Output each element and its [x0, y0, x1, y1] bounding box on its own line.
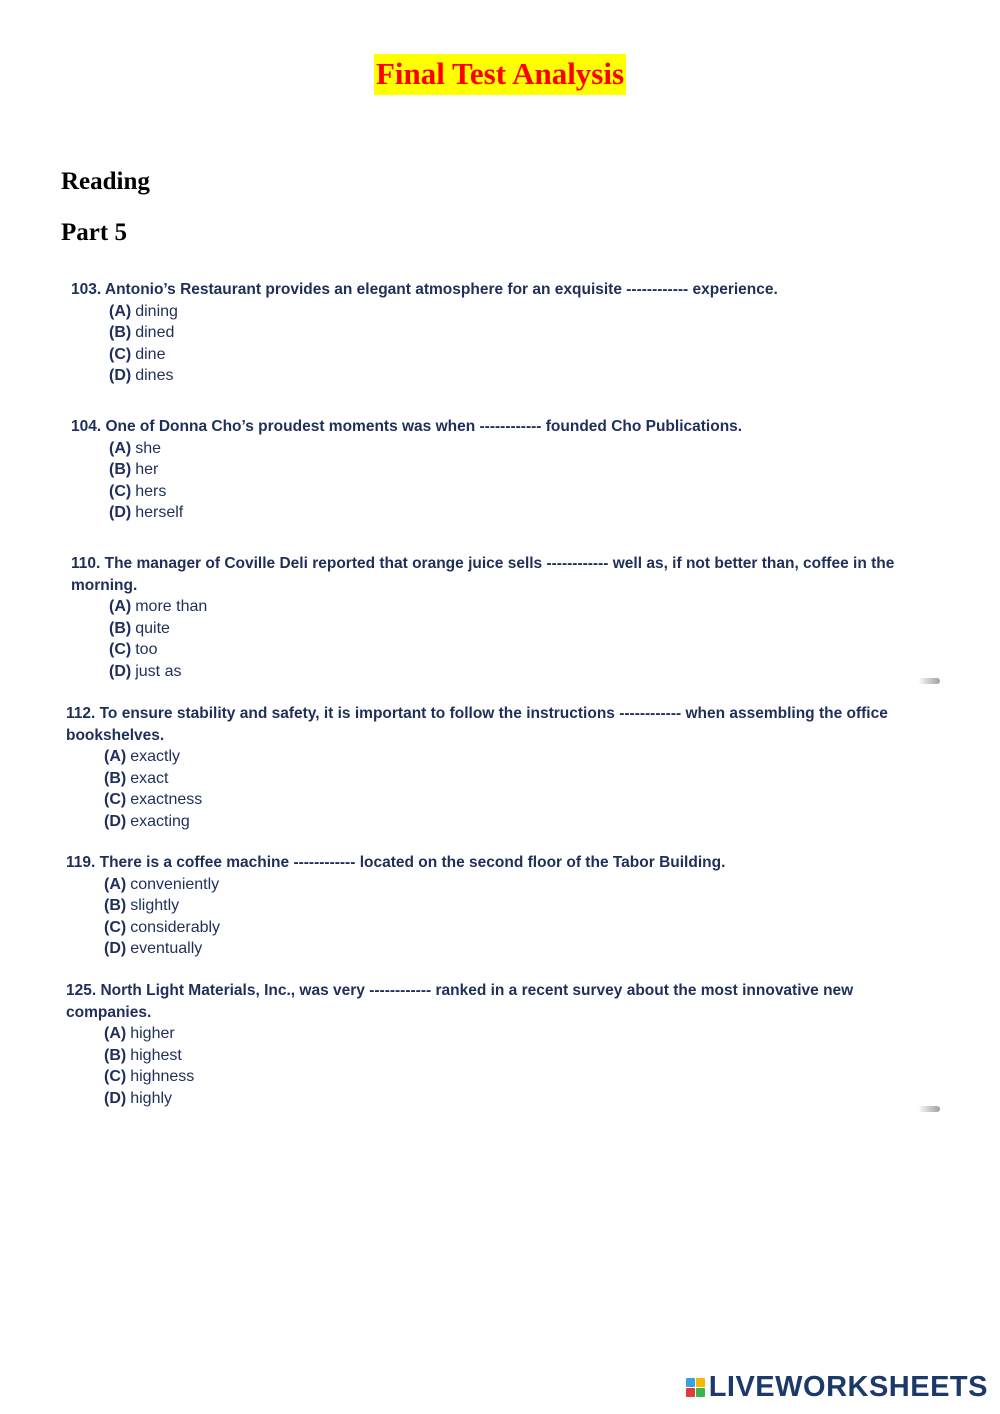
question-119 — [66, 852, 941, 960]
option-letter: (D) — [109, 367, 132, 384]
option-b[interactable] — [104, 895, 941, 917]
option-letter: (D) — [104, 812, 127, 830]
logo-square — [686, 1378, 695, 1387]
options-list — [104, 746, 941, 832]
option-letter: (B) — [104, 769, 127, 787]
option-text: too — [135, 641, 158, 658]
question-stem: 104. One of Donna Cho’s proudest moments was when ------------ founded Cho Publications. — [71, 418, 743, 435]
option-d[interactable] — [104, 938, 941, 960]
option-c[interactable] — [104, 1066, 941, 1088]
option-letter: (A) — [104, 875, 127, 893]
option-text: slightly — [130, 897, 180, 914]
options-list — [109, 596, 941, 682]
page-title — [0, 56, 1000, 92]
liveworksheets-brand[interactable] — [686, 1371, 988, 1404]
option-text: hers — [135, 482, 167, 500]
option-letter: (C) — [104, 918, 127, 936]
option-a[interactable] — [109, 596, 941, 618]
option-letter: (D) — [109, 504, 132, 521]
question-110 — [71, 553, 941, 682]
liveworksheets-logo-icon — [686, 1378, 705, 1397]
option-text: her — [135, 461, 159, 478]
options-list — [104, 1023, 941, 1109]
option-text: quite — [135, 619, 170, 637]
option-a[interactable] — [104, 746, 941, 768]
option-text: dines — [135, 367, 174, 384]
logo-square — [696, 1378, 705, 1387]
option-c[interactable] — [109, 344, 941, 366]
option-d[interactable] — [109, 502, 941, 524]
option-letter: (D) — [104, 1089, 127, 1107]
option-letter: (B) — [109, 619, 132, 637]
option-text: highly — [130, 1089, 173, 1107]
option-text: herself — [135, 504, 184, 521]
option-letter: (C) — [109, 482, 132, 500]
option-letter: (A) — [109, 439, 132, 457]
option-text: she — [135, 439, 162, 457]
logo-square — [696, 1388, 705, 1397]
option-text: highest — [130, 1046, 182, 1064]
question-104 — [71, 416, 941, 524]
option-letter: (C) — [109, 641, 132, 658]
option-text: exactly — [130, 748, 181, 765]
option-letter: (B) — [109, 324, 132, 341]
option-letter: (B) — [104, 1046, 127, 1064]
option-c[interactable] — [109, 639, 941, 661]
logo-square — [686, 1388, 695, 1397]
option-a[interactable] — [104, 1023, 941, 1045]
option-c[interactable] — [104, 789, 941, 811]
option-letter: (B) — [104, 897, 127, 914]
part-heading: Part 5 — [61, 219, 127, 246]
question-stem: 112. To ensure stability and safety, it is important to follow the instructions ------------ when assembling the office bookshelves. — [66, 705, 888, 744]
scan-artifact — [918, 678, 940, 684]
option-b[interactable] — [109, 322, 941, 344]
option-c[interactable] — [109, 481, 941, 503]
option-text: dine — [135, 345, 166, 363]
option-text: exact — [130, 769, 169, 787]
question-stem: 125. North Light Materials, Inc., was very ------------ ranked in a recent survey about the most innovative new companies. — [66, 982, 854, 1021]
option-a[interactable] — [109, 438, 941, 460]
option-letter: (A) — [109, 598, 132, 615]
scan-artifact — [918, 1106, 940, 1112]
option-letter: (A) — [109, 302, 132, 320]
option-a[interactable] — [109, 301, 941, 323]
option-letter: (A) — [104, 748, 127, 765]
option-text: considerably — [130, 918, 221, 936]
option-text: just as — [135, 662, 182, 680]
option-text: higher — [130, 1025, 175, 1042]
option-b[interactable] — [104, 768, 941, 790]
option-d[interactable] — [109, 365, 941, 387]
option-text: exactness — [130, 791, 203, 808]
options-list — [104, 874, 941, 960]
option-d[interactable] — [109, 661, 941, 683]
question-103 — [71, 279, 941, 387]
option-text: dined — [135, 324, 175, 341]
option-text: dining — [135, 302, 178, 320]
question-stem: 119. There is a coffee machine ------------ located on the second floor of the Tabor Building. — [66, 854, 726, 871]
options-list — [109, 438, 941, 524]
option-d[interactable] — [104, 1088, 941, 1110]
option-letter: (D) — [104, 940, 127, 957]
option-d[interactable] — [104, 811, 941, 833]
question-stem: 103. Antonio’s Restaurant provides an elegant atmosphere for an exquisite ------------ experience. — [71, 281, 778, 298]
option-letter: (C) — [104, 1068, 127, 1085]
option-b[interactable] — [109, 618, 941, 640]
question-125 — [66, 980, 941, 1109]
option-b[interactable] — [109, 459, 941, 481]
question-112 — [66, 703, 941, 832]
section-heading-reading: Reading — [61, 168, 150, 195]
option-letter: (C) — [104, 791, 127, 808]
page-title-text: Final Test Analysis — [374, 54, 626, 95]
option-letter: (A) — [104, 1025, 127, 1042]
option-letter: (D) — [109, 662, 132, 680]
brand-name: LIVEWORKSHEETS — [708, 1371, 988, 1403]
option-b[interactable] — [104, 1045, 941, 1067]
option-text: exacting — [130, 812, 190, 830]
option-text: more than — [135, 598, 208, 615]
option-letter: (C) — [109, 345, 132, 363]
option-c[interactable] — [104, 917, 941, 939]
question-stem: 110. The manager of Coville Deli reported that orange juice sells ------------ well as, if not better than, coffee in the morning. — [71, 555, 895, 594]
options-list — [109, 301, 941, 387]
option-letter: (B) — [109, 461, 132, 478]
option-a[interactable] — [104, 874, 941, 896]
option-text: eventually — [130, 940, 203, 957]
option-text: highness — [130, 1068, 195, 1085]
option-text: conveniently — [130, 875, 220, 893]
